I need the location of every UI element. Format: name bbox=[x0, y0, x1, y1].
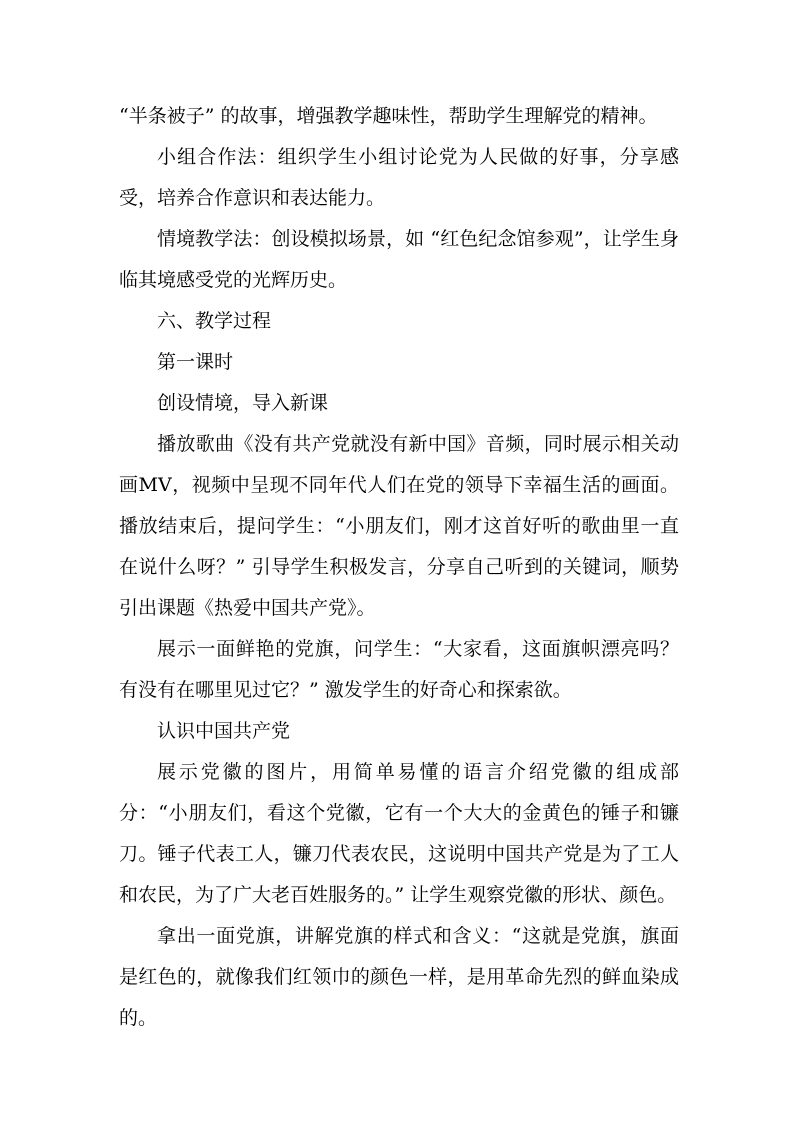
document-body bbox=[119, 96, 679, 1039]
paragraph-show-flag: 展示一面鲜艳的党旗，问学生：“大家看，这面旗帜漂亮吗？有没有在哪里见过它？” 激发学生的好奇心和探索欲。 bbox=[119, 638, 679, 701]
subheading-first-lesson: 第一课时 bbox=[157, 351, 234, 373]
paragraph-group-cooperation: 小组合作法：组织学生小组讨论党为人民做的好事，分享感受，培养合作意识和表达能力。 bbox=[119, 146, 679, 209]
section-heading-teaching-process: 六、教学过程 bbox=[157, 310, 272, 332]
subheading-introduction: 创设情境，导入新课 bbox=[157, 392, 329, 414]
paragraph-party-emblem: 展示党徽的图片，用简单易懂的语言介绍党徽的组成部分：“小朋友们，看这个党徽，它有一个大大的金黄色的锤子和镰刀。锤子代表工人，镰刀代表农民，这说明中国共产党是为了工人和农民，为了广大老百姓服务的。” 让学生观察党徽的形状、颜色。 bbox=[119, 761, 679, 906]
paragraph-half-quilt-story: “半条被子” 的故事，增强教学趣味性，帮助学生理解党的精神。 bbox=[119, 105, 658, 127]
paragraph-party-flag: 拿出一面党旗，讲解党旗的样式和含义：“这就是党旗，旗面是红色的，就像我们红领巾的颜色一样，是用革命先烈的鲜血染成的。 bbox=[119, 925, 679, 1029]
subheading-know-the-party: 认识中国共产党 bbox=[157, 720, 291, 742]
paragraph-situational-teaching: 情境教学法：创设模拟场景，如 “红色纪念馆参观”，让学生身临其境感受党的光辉历史。 bbox=[119, 228, 679, 291]
paragraph-play-song: 播放歌曲《没有共产党就没有新中国》音频，同时展示相关动画MV，视频中呈现不同年代人们在党的领导下幸福生活的画面。播放结束后，提问学生：“小朋友们，刚才这首好听的歌曲里一直在说什么呀？” 引导学生积极发言，分享自己听到的关键词，顺势引出课题《热爱中国共产党》。 bbox=[119, 433, 679, 619]
